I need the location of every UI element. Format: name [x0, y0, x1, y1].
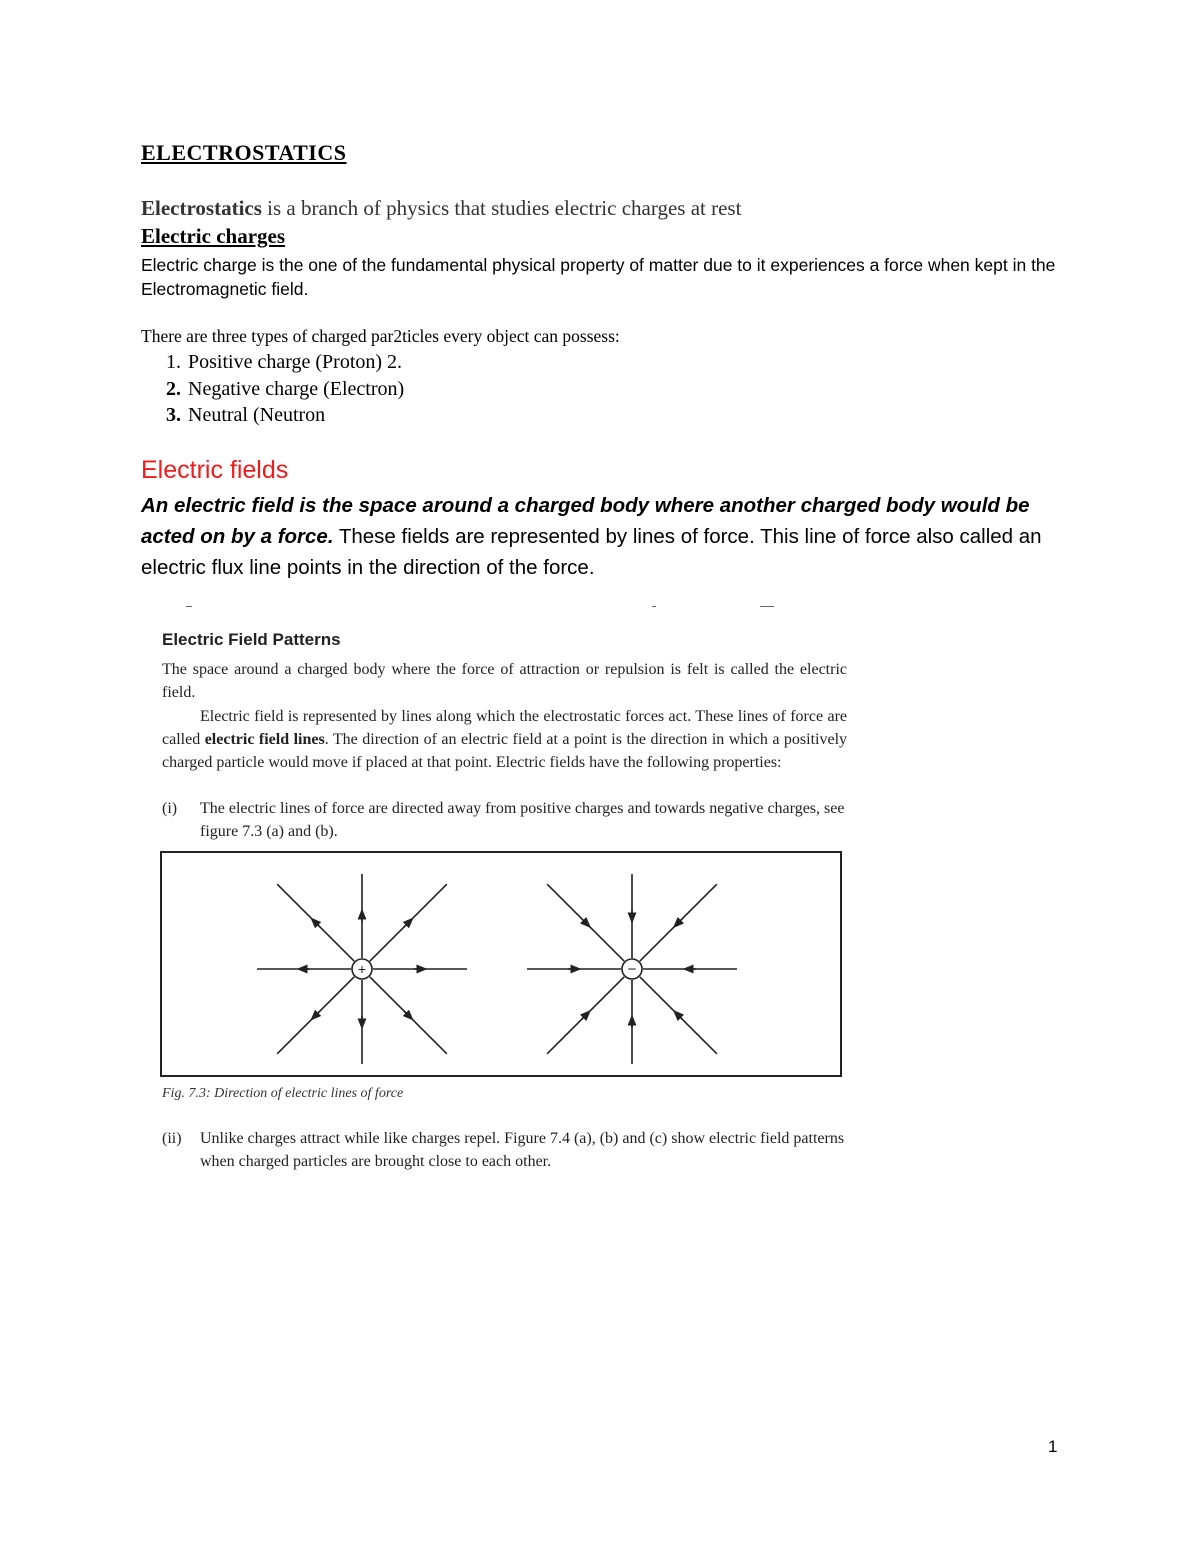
field-lines-diagram	[162, 853, 840, 1075]
scan-paragraph-text: Electric field is represented by lines along which the electrostatic forces act. These lines of force are called	[162, 708, 847, 748]
positive-charge	[352, 959, 372, 979]
intro-text: is a branch of physics that studies electric charges at rest	[261, 196, 742, 220]
list-item-text: Negative charge (Electron)	[188, 378, 405, 400]
scan-paragraph-term: electric field lines	[204, 731, 325, 748]
list-item	[141, 351, 402, 374]
page-number: 1	[1048, 1437, 1058, 1456]
electric-field-definition-emphasis: An electric field is the space around a charged body where another charged body would be acted on by a force.	[141, 494, 1030, 548]
electric-field-definition-text: These fields are represented by lines of force. This line of force also called an electric flux line points in the direction of the force.	[141, 525, 1042, 579]
list-item-text: Positive charge (Proton) 2.	[188, 351, 403, 373]
charge-types-intro: There are three types of charged par2ticles every object can possess:	[141, 326, 620, 346]
negative-charge-symbol: −	[627, 961, 637, 978]
list-item-number: 1.	[166, 351, 181, 373]
electric-field-definition	[141, 490, 1066, 583]
positive-charge-symbol: +	[357, 961, 367, 977]
intro-term: Electrostatics	[141, 196, 262, 220]
positive-field-arrow	[404, 921, 410, 927]
list-item	[141, 378, 404, 401]
scan-item-marker: (ii)	[162, 1130, 182, 1147]
list-item	[141, 404, 325, 427]
positive-field-arrow	[314, 921, 320, 927]
field-lines-figure	[160, 851, 842, 1077]
electric-fields-heading: Electric fields	[141, 456, 289, 484]
scan-artifact-mark	[760, 606, 774, 607]
positive-field-arrow	[404, 1011, 410, 1017]
document-title: ELECTROSTATICS	[141, 140, 347, 165]
list-item-number: 2.	[166, 378, 181, 400]
figure-caption: Fig. 7.3: Direction of electric lines of force	[162, 1086, 404, 1101]
scan-artifact-mark	[652, 606, 656, 607]
positive-field-arrow	[314, 1011, 320, 1017]
negative-field-arrow	[581, 1014, 587, 1020]
scan-paragraph: The space around a charged body where the force of attraction or repulsion is felt is called the electric field.	[162, 661, 847, 701]
negative-charge	[622, 959, 642, 979]
scan-paragraph	[162, 705, 847, 774]
electric-charge-definition: Electric charge is the one of the fundamental physical property of matter due to it experiences a force when kept in the Electromagnetic field.	[141, 255, 1056, 299]
scan-item-marker: (i)	[162, 800, 178, 817]
negative-field-arrow	[581, 918, 587, 924]
scan-item-text: Unlike charges attract while like charges repel. Figure 7.4 (a), (b) and (c) show electric field patterns when charged particles are brought close to each other.	[200, 1130, 845, 1170]
list-item-text: Neutral (Neutron	[188, 404, 326, 426]
scan-paragraph-text: . The direction of an electric field at a point is the direction in which a positively charged particle would move if placed at that point. Electric fields have the following properties:	[162, 731, 848, 771]
negative-field-arrow	[677, 918, 683, 924]
scan-section-title: Electric Field Patterns	[162, 630, 341, 649]
intro-sentence	[141, 196, 741, 221]
scan-artifact-mark	[186, 606, 192, 607]
negative-field-arrow	[677, 1014, 683, 1020]
list-item-number: 3.	[166, 404, 181, 426]
electric-charges-heading: Electric charges	[141, 224, 286, 248]
scan-item-text: The electric lines of force are directed away from positive charges and towards negative charges, see figure 7.3 (a) and (b).	[200, 800, 845, 840]
